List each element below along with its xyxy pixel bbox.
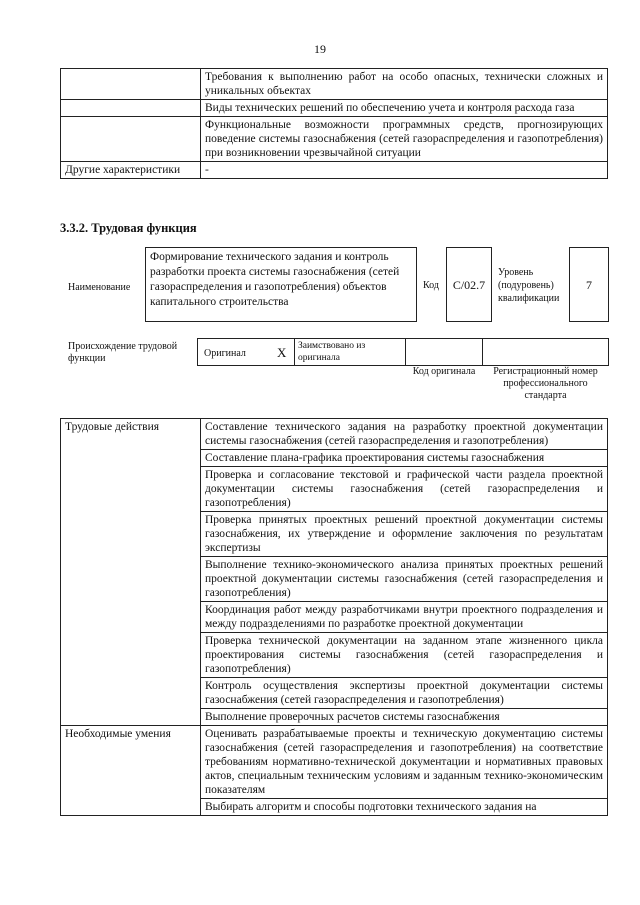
- table-cell-label: [61, 69, 201, 100]
- original-text: Оригинал: [204, 348, 246, 359]
- borrowed-cell: Заимствовано из оригинала: [294, 338, 406, 366]
- table-row: [61, 726, 608, 799]
- table-cell-text: Составление технического задания на разработку проектной документации системы газоснабжения (сетей газораспределения и газопотребления): [201, 419, 608, 450]
- code-original-caption: Код оригинала: [412, 366, 476, 377]
- table-row: [61, 69, 608, 100]
- table-cell-text: Составление плана-графика проектирования системы газоснабжения: [201, 450, 608, 467]
- table-row: [61, 162, 608, 179]
- original-cell: [197, 338, 295, 366]
- table-cell-text: Проверка принятых проектных решений проектной документации системы газоснабжения, их утверждение и оформление заключения по результатам экспертизы: [201, 512, 608, 557]
- section-title: 3.3.2. Трудовая функция: [60, 221, 197, 235]
- code-original-cell: [405, 338, 483, 366]
- table-row: [61, 100, 608, 117]
- table-cell-label: Другие характеристики: [61, 162, 201, 179]
- table-cell-text: Оценивать разрабатываемые проекты и техническую документацию системы газоснабжения (сетей газораспределения и газопотребления) на соответствие требованиям нормативно-технической документации и нормативных правовых актов, специальным техническим условиям и заданным технико-экономическим показателям: [201, 726, 608, 799]
- table-cell-text: Виды технических решений по обеспечению учета и контроля расхода газа: [201, 100, 608, 117]
- reg-number-cell: [482, 338, 609, 366]
- page-number: 19: [314, 42, 326, 56]
- section-label: Трудовые действия: [61, 419, 201, 726]
- name-label: Наименование: [68, 282, 131, 293]
- code-value: С/02.7: [446, 247, 492, 322]
- section-label: Необходимые умения: [61, 726, 201, 816]
- main-table: [60, 418, 608, 816]
- table-cell-text: Координация работ между разработчиками внутри проектного подразделения и между подразделениями по разработке проектной документации: [201, 602, 608, 633]
- table-cell-text: Проверка технической документации на заданном этапе жизненного цикла проектирования системы газоснабжения (сетей газораспределения и газопотребления): [201, 633, 608, 678]
- table-cell-text: -: [201, 162, 608, 179]
- table-cell-text: Требования к выполнению работ на особо опасных, технически сложных и уникальных объектах: [201, 69, 608, 100]
- top-table: [60, 68, 608, 179]
- table-cell-label: [61, 100, 201, 117]
- table-row: [61, 117, 608, 162]
- table-cell-label: [61, 117, 201, 162]
- level-value: 7: [569, 247, 609, 322]
- reg-number-caption: Регистрационный номер профессионального стандарта: [493, 366, 598, 401]
- table-cell-text: Функциональные возможности программных средств, прогнозирующих поведение системы газоснабжения (сетей газораспределения и газопотребления) при возникновении чрезвычайной ситуации: [201, 117, 608, 162]
- table-cell-text: Выполнение технико-экономического анализа принятых проектных решений проектной документации системы газоснабжения (сетей газораспределения и газопотребления): [201, 557, 608, 602]
- level-label: Уровень (подуровень) квалификации: [498, 267, 560, 304]
- table-cell-text: Контроль осуществления экспертизы проектной документации системы газоснабжения (сетей газораспределения и газопотребления): [201, 678, 608, 709]
- table-row: [61, 419, 608, 450]
- origin-label: Происхождение трудовой функции: [68, 341, 178, 364]
- name-value: Формирование технического задания и контроль разработки проекта системы газоснабжения (сетей газораспределения и газопотребления) объектов капитального строительства: [145, 247, 417, 322]
- table-cell-text: Проверка и согласование текстовой и графической части раздела проектной документации системы газоснабжения (сетей газораспределения и газопотребления): [201, 467, 608, 512]
- original-mark: X: [277, 345, 287, 360]
- table-cell-text: Выполнение проверочных расчетов системы газоснабжения: [201, 709, 608, 726]
- code-label: Код: [423, 280, 439, 291]
- table-cell-text: Выбирать алгоритм и способы подготовки технического задания на: [201, 799, 608, 816]
